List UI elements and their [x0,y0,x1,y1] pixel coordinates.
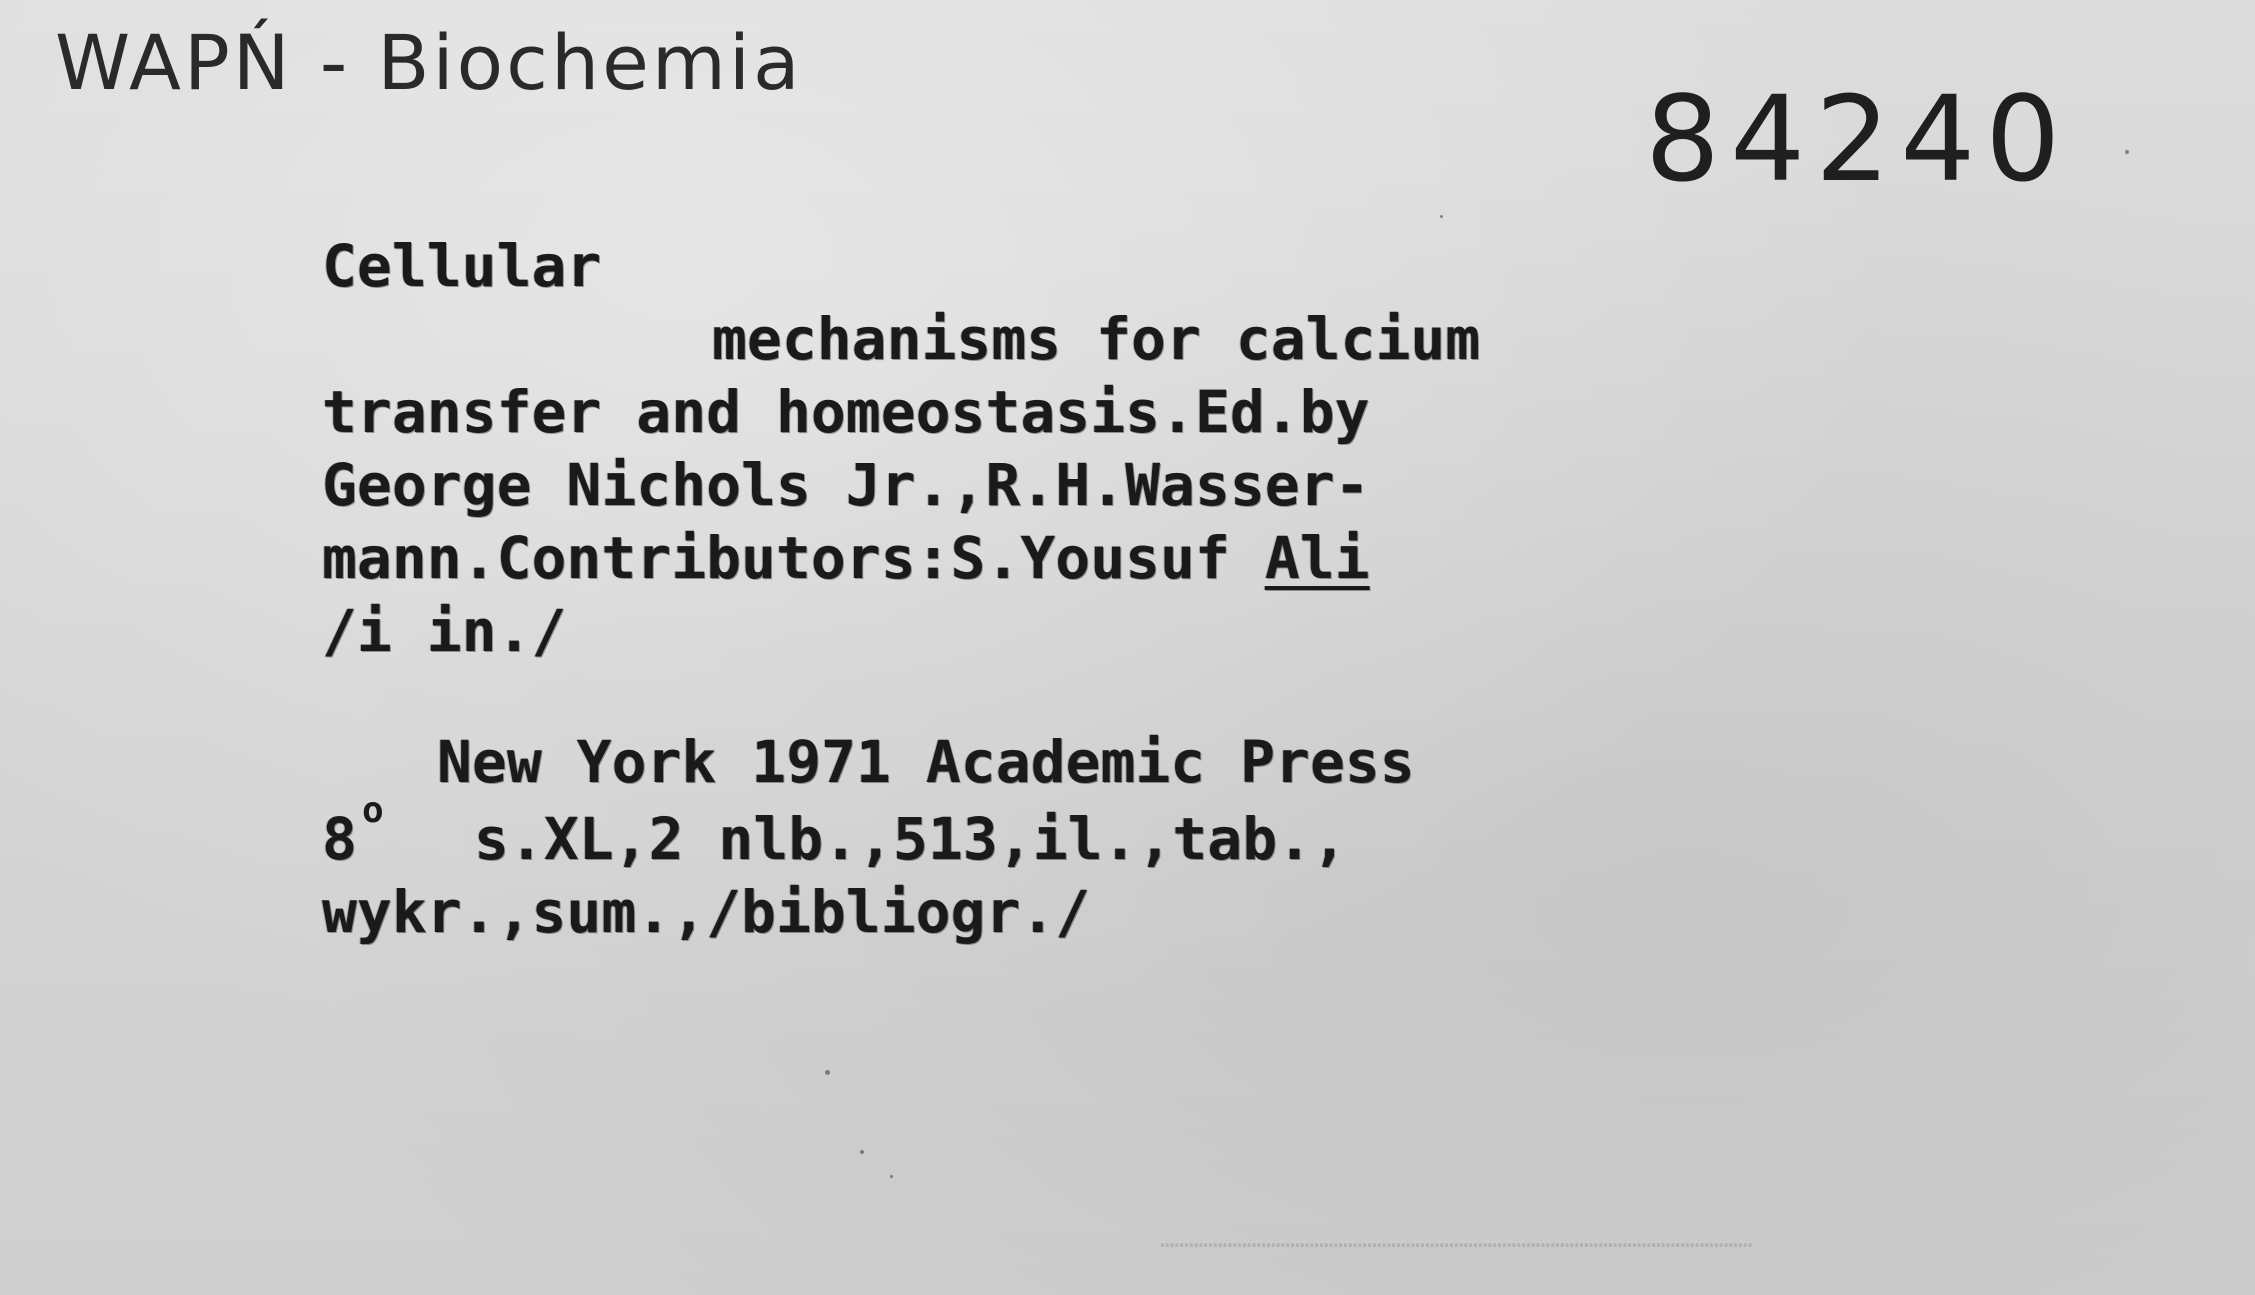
paper-speck [860,1150,864,1154]
show-through-text: …………………………………………………………………………………………………………… [1160,1225,1753,1253]
accession-number: 84240 [1645,70,2071,208]
collation-line-2: wykr.,sum.,/bibliogr./ [322,878,1091,946]
contributors-text: mann.Contributors:S.Yousuf [322,524,1265,592]
paper-speck [2125,150,2129,154]
title-line-4: George Nichols Jr.,R.H.Wasser- [322,451,1370,519]
format-degree-mark: o [362,790,384,831]
collation-line-1: s.XL,2 nlb.,513,il.,tab., [474,805,1347,873]
paper-speck [1440,215,1443,218]
title-line-3: transfer and homeostasis.Ed.by [322,378,1370,446]
imprint-line: New York 1971 Academic Press [437,728,1415,796]
paper-speck [890,1175,893,1178]
paper-speck [825,1070,830,1075]
contributor-surname-underlined: Ali [1264,524,1370,592]
format-size: 8 [322,805,357,873]
title-line-2: mechanisms for calcium [712,305,1481,373]
title-line-6: /i in./ [322,597,567,665]
subject-heading: WAPŃ - Biochemia [55,18,803,107]
title-line-1: Cellular [322,232,602,300]
title-line-5 [322,524,1370,592]
